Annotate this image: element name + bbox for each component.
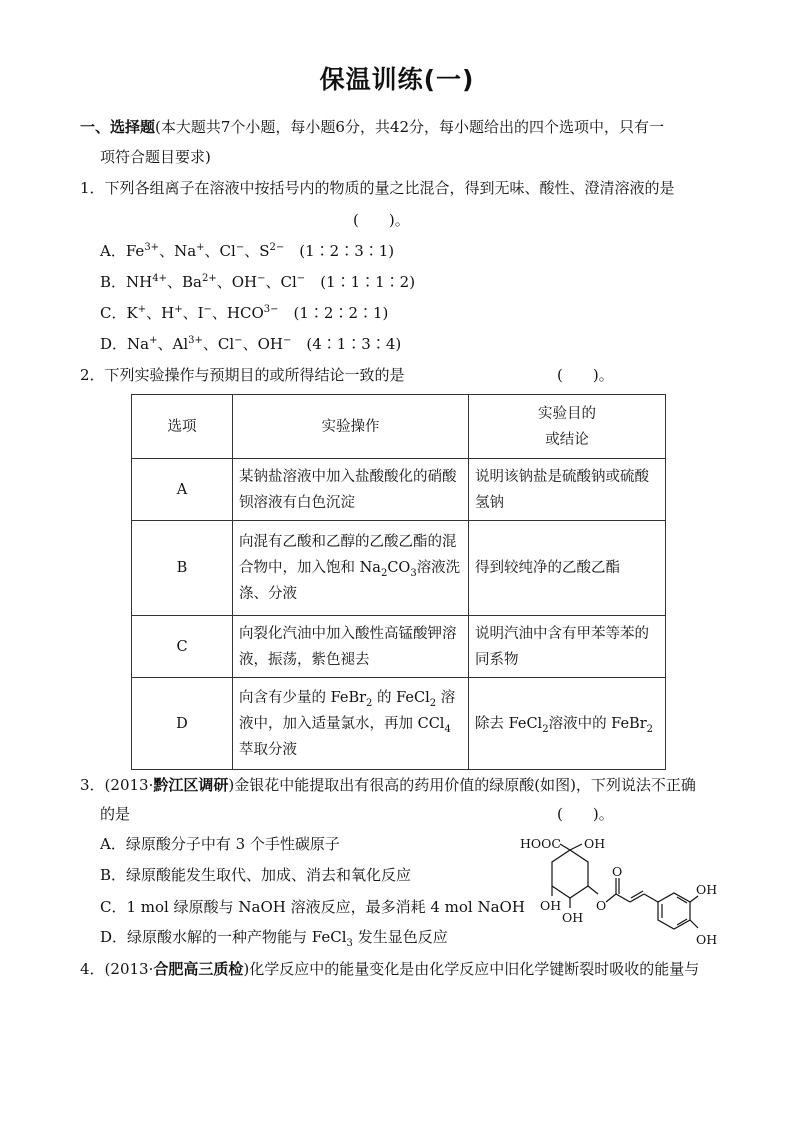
label-oh-bottom: OH — [562, 910, 584, 925]
q3-option-d: D．绿原酸水解的一种产物能与 FeCl$_3$ 发生显色反应 — [100, 928, 448, 949]
q1-option-d: D．Na+、$Al^{3+}$、Cl−、OH− (4∶1∶3∶4) — [100, 335, 402, 353]
row-option: D — [132, 678, 233, 770]
q1-option-c: C．K+、H+、I−、$HCO^{3-}$ (1∶2∶2∶1) — [100, 304, 389, 322]
experiment-table — [131, 394, 666, 770]
row-result: 除去 FeCl$_2$溶液中的 FeBr$_2$ — [469, 678, 666, 770]
header-purpose: 实验目的 或结论 — [469, 395, 666, 459]
label-oh-top: OH — [584, 836, 606, 851]
row-operation: 向含有少量的 FeBr$_2$ 的 FeCl$_2$ 溶液中，加入适量氯水，再加 CCl$_4$ 萃取分液 — [233, 678, 469, 770]
row-option: B — [132, 521, 233, 616]
table-row — [132, 678, 666, 770]
q3-stem: 3．(2013·黔江区调研)金银花中能提取出有很高的药用价值的绿原酸(如图)，下列说法不正确 — [80, 776, 696, 794]
label-oh-ring-2: OH — [696, 932, 718, 947]
q2-stem: 2．下列实验操作与预期目的或所得结论一致的是 — [80, 366, 405, 384]
table-row — [132, 459, 666, 521]
row-operation: 向混有乙酸和乙醇的乙酸乙酯的混合物中，加入饱和 $Na_2CO_3$溶液洗涤、分液 — [233, 521, 469, 616]
q2-paren: ( )。 — [557, 366, 614, 384]
chlorogenic-acid-structure — [512, 832, 722, 952]
q1-paren: ( )。 — [353, 211, 410, 229]
row-result: 说明该钠盐是硫酸钠或硫酸氢钠 — [469, 459, 666, 521]
q4-stem: 4．(2013·合肥高三质检)化学反应中的能量变化是由化学反应中旧化学键断裂时吸收的能量与 — [80, 960, 700, 978]
page-title: 保温训练(一) — [319, 65, 475, 94]
table-row — [132, 521, 666, 616]
q1-option-b: B．$NH^{4+}$、$Ba^{2+}$、OH−、Cl− (1∶1∶1∶2) — [100, 273, 416, 291]
q3-option-b: B．绿原酸能发生取代、加成、消去和氧化反应 — [100, 866, 412, 884]
section-desc: (本大题共7个小题，每小题6分，共42分，每小题给出的四个选项中，只有一 — [155, 118, 665, 136]
label-o-ester: O — [596, 898, 607, 913]
q1-option-a: A．$Fe^{3+}$、Na+、Cl−、$S^{2-}$ (1∶2∶3∶1) — [100, 242, 395, 260]
header-operation: 实验操作 — [233, 395, 469, 459]
row-result: 说明汽油中含有甲苯等苯的同系物 — [469, 616, 666, 678]
header-option: 选项 — [132, 395, 233, 459]
label-oh-left: OH — [540, 898, 562, 913]
q3-option-c: C．1 mol 绿原酸与 NaOH 溶液反应，最多消耗 4 mol NaOH — [100, 898, 525, 916]
section-desc-2: 项符合题目要求) — [100, 148, 211, 166]
row-operation: 某钠盐溶液中加入盐酸酸化的硝酸钡溶液有白色沉淀 — [233, 459, 469, 521]
row-option: C — [132, 616, 233, 678]
row-operation: 向裂化汽油中加入酸性高锰酸钾溶液，振荡，紫色褪去 — [233, 616, 469, 678]
section-header — [80, 116, 664, 138]
label-hooc: HOOC — [520, 836, 561, 851]
q3-stem-2: 的是 — [100, 805, 131, 823]
section-label: 一、选择题 — [80, 118, 156, 136]
row-result: 得到较纯净的乙酸乙酯 — [469, 521, 666, 616]
label-oh-ring-1: OH — [696, 882, 718, 897]
q3-option-a: A．绿原酸分子中有 3 个手性碳原子 — [100, 835, 340, 853]
row-option: A — [132, 459, 233, 521]
q3-paren: ( )。 — [557, 805, 614, 823]
table-header-row — [132, 395, 666, 459]
q1-stem: 1．下列各组离子在溶液中按括号内的物质的量之比混合，得到无味、酸性、澄清溶液的是 — [80, 179, 675, 197]
table-row — [132, 616, 666, 678]
label-o-carbonyl: O — [612, 864, 623, 879]
